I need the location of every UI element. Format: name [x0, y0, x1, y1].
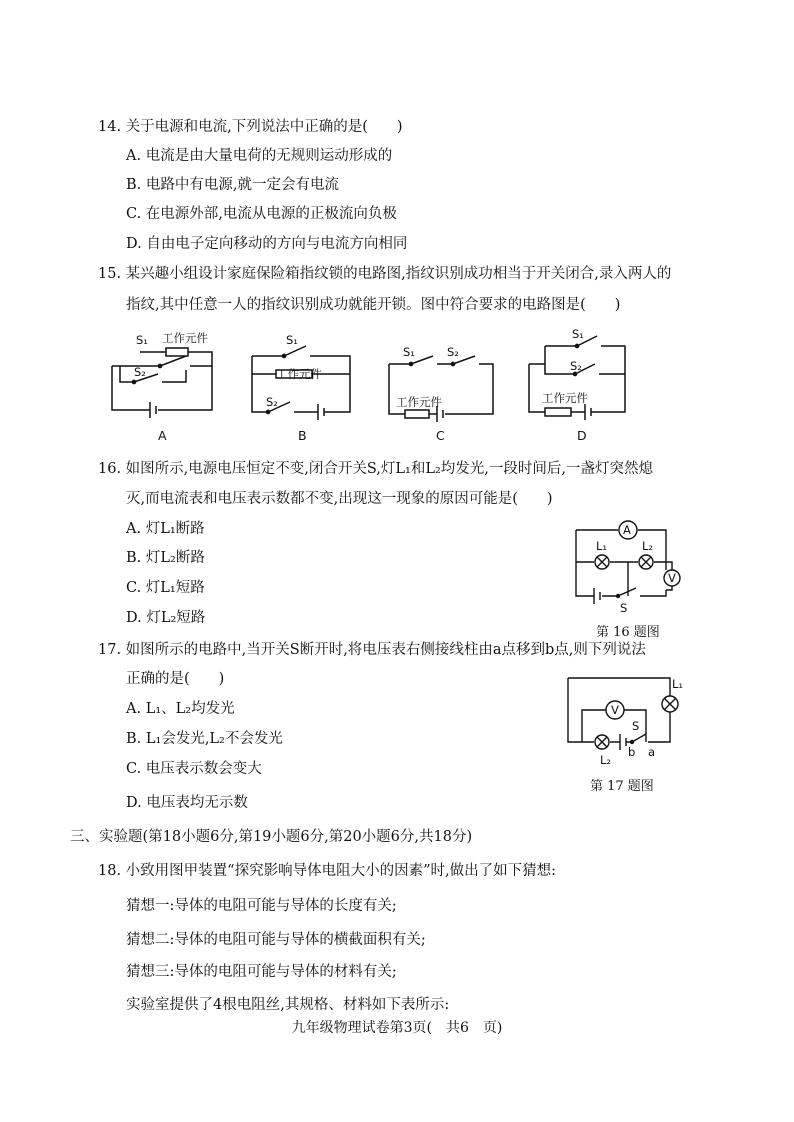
q17-option-a: A. L₁、L₂均发光	[126, 701, 235, 717]
circuit-a-element-label: 工作元件	[162, 331, 208, 345]
circuit-c-s2-label: S₂	[447, 345, 459, 359]
q17-figure-caption: 第 17 题图	[590, 779, 654, 794]
q16-option-a: A. 灯L₁断路	[126, 521, 205, 537]
circuit-a-s2-label: S₂	[134, 365, 146, 379]
q17-l2-label: L₂	[600, 753, 612, 767]
circuit-d-s2-label: S₂	[570, 359, 582, 373]
q14-option-a: A. 电流是由大量电荷的无规则运动形成的	[126, 148, 393, 164]
q17-l1-label: L₁	[672, 677, 684, 691]
q17-circuit-figure	[562, 674, 690, 768]
q18-guess-3: 猜想三:导体的电阻可能与导体的材料有关;	[126, 964, 397, 980]
q18-guess-1: 猜想一:导体的电阻可能与导体的长度有关;	[126, 898, 397, 914]
circuit-d-option-label: D	[577, 428, 587, 443]
circuit-c-option-label: C	[436, 428, 445, 443]
circuit-d	[529, 336, 625, 420]
circuit-d-s1-label: S₁	[572, 327, 584, 341]
q17-point-a: a	[648, 745, 656, 759]
q14-option-c: C. 在电源外部,电流从电源的正极流向负极	[126, 206, 397, 222]
q16-option-c: C. 灯L₁短路	[126, 580, 205, 596]
page-footer: 九年级物理试卷第3页( 共6 页)	[291, 1020, 503, 1036]
circuit-c-element-label: 工作元件	[396, 395, 442, 409]
circuit-d-element-label: 工作元件	[542, 391, 588, 405]
q17-option-c: C. 电压表示数会变大	[126, 761, 262, 777]
circuit-c	[389, 356, 493, 422]
circuit-b-s1-label: S₁	[286, 333, 298, 347]
q16-option-d: D. 灯L₂短路	[126, 610, 206, 626]
q16-option-b: B. 灯L₂断路	[126, 550, 205, 566]
q18-guess-2: 猜想二:导体的电阻可能与导体的横截面积有关;	[126, 932, 426, 948]
q16-ammeter-label: A	[623, 523, 631, 537]
q17-voltmeter-label: V	[611, 703, 619, 717]
circuit-a-s1-label: S₁	[136, 333, 148, 347]
circuit-a-option-label: A	[158, 428, 167, 443]
q16-stem-line1: 16. 如图所示,电源电压恒定不变,闭合开关S,灯L₁和L₂均发光,一段时间后,一盏灯突然熄	[98, 461, 654, 477]
q17-switch-label: S	[632, 719, 640, 733]
q16-l2-label: L₂	[642, 539, 654, 553]
q14-option-b: B. 电路中有电源,就一定会有电流	[126, 177, 339, 193]
q17-option-d: D. 电压表均无示数	[126, 795, 248, 811]
circuit-b-element-label: 工作元件	[276, 367, 322, 381]
q18-stem: 18. 小致用图甲装置“探究影响导体电阻大小的因素”时,做出了如下猜想:	[98, 863, 556, 879]
q14-stem: 14. 关于电源和电流,下列说法中正确的是( )	[98, 119, 403, 135]
q16-circuit-figure	[568, 516, 686, 614]
q15-stem-line2: 指纹,其中任意一人的指纹识别成功就能开锁。图中符合要求的电路图是( )	[126, 297, 621, 313]
q16-l1-label: L₁	[596, 539, 608, 553]
q16-figure-caption: 第 16 题图	[596, 625, 660, 640]
q17-option-b: B. L₁会发光,L₂不会发光	[126, 731, 283, 747]
q17-stem-line1: 17. 如图所示的电路中,当开关S断开时,将电压表右侧接线柱由a点移到b点,则下列说法	[98, 642, 646, 658]
q17-point-b: b	[628, 745, 636, 759]
circuit-c-s1-label: S₁	[403, 345, 415, 359]
q17-stem-line2: 正确的是( )	[126, 671, 225, 687]
q18-tail: 实验室提供了4根电阻丝,其规格、材料如下表所示:	[126, 997, 450, 1013]
section-3-heading: 三、实验题(第18小题6分,第19小题6分,第20小题6分,共18分)	[70, 829, 473, 845]
q15-stem-line1: 15. 某兴趣小组设计家庭保险箱指纹锁的电路图,指纹识别成功相当于开关闭合,录入两人的	[98, 266, 672, 282]
q15-circuit-diagrams	[100, 326, 700, 446]
q14-option-d: D. 自由电子定向移动的方向与电流方向相同	[126, 236, 408, 252]
q16-switch-label: S	[620, 601, 628, 614]
circuit-b-option-label: B	[298, 428, 307, 443]
circuit-a	[112, 348, 212, 418]
circuit-b-s2-label: S₂	[266, 395, 278, 409]
q16-stem-line2: 灭,而电流表和电压表示数都不变,出现这一现象的原因可能是( )	[126, 491, 553, 507]
q16-voltmeter-label: V	[668, 571, 676, 585]
